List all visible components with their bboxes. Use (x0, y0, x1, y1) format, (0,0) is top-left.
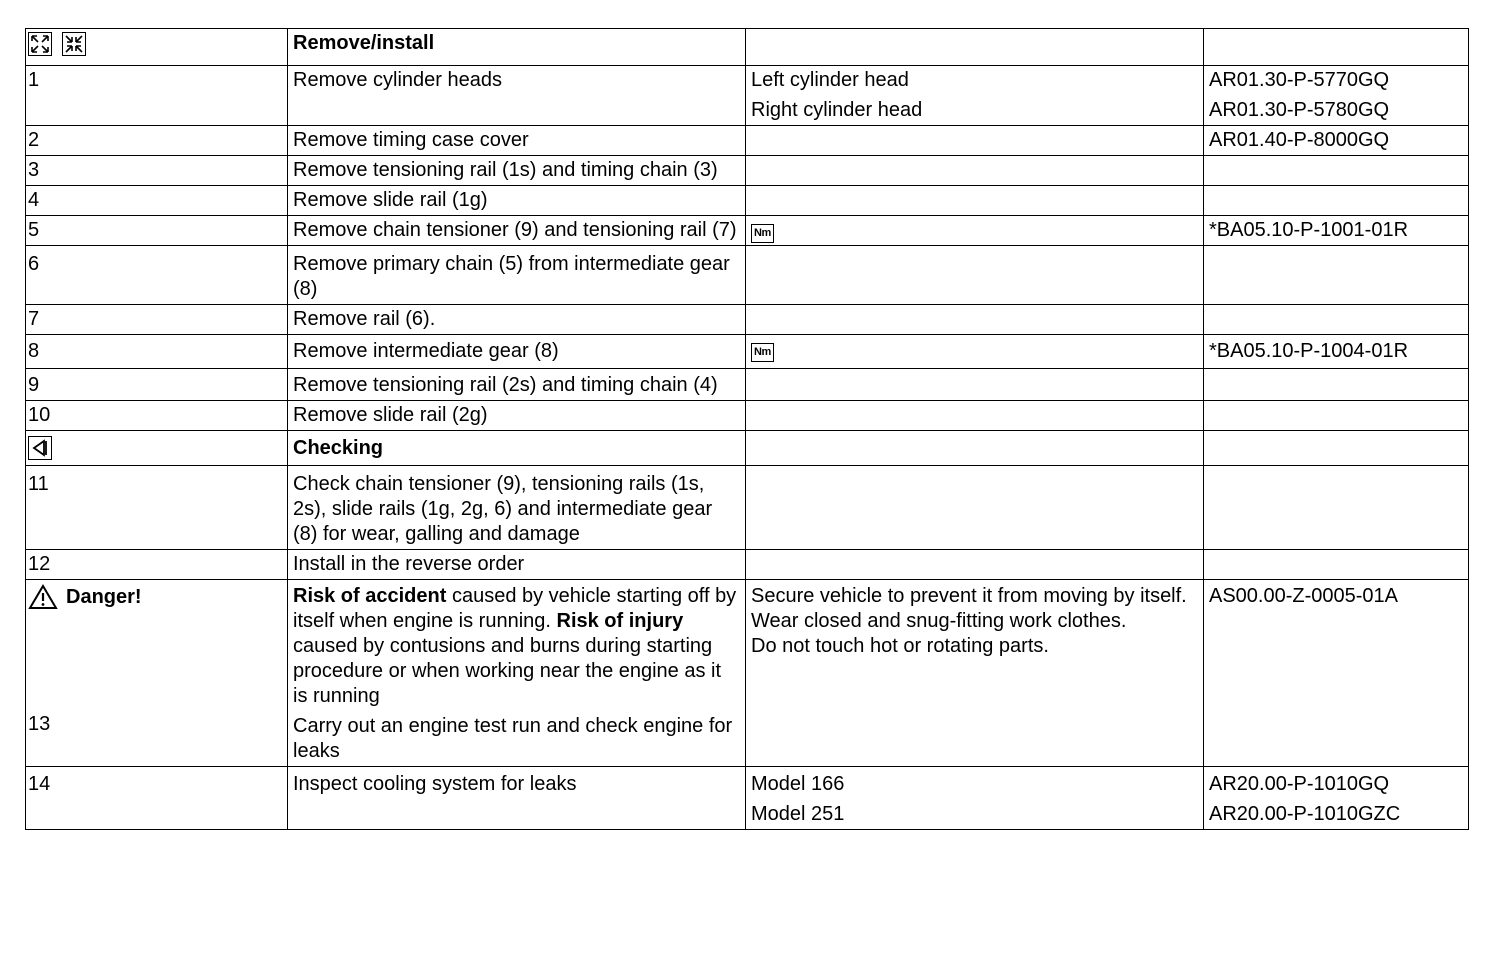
section-icons (26, 29, 288, 66)
table-row (26, 156, 1469, 186)
step-reference: AR01.30-P-5770GQ AR01.30-P-5780GQ (1204, 66, 1469, 126)
step-number: 5 (26, 216, 288, 246)
step-text: Remove slide rail (1g) (288, 186, 746, 216)
table-row (26, 369, 1469, 401)
step-number: 4 (26, 186, 288, 216)
step-text: Remove rail (6). (288, 305, 746, 335)
step-text: Remove cylinder heads (288, 66, 746, 126)
table-row (26, 466, 1469, 550)
step-text: Check chain tensioner (9), tensioning rails (1s, 2s), slide rails (1g, 2g, 6) and intermediate gear (8) for wear, galling and damage (288, 466, 746, 550)
section-title: Remove/install (288, 29, 746, 66)
table-row (26, 246, 1469, 305)
step-number: 7 (26, 305, 288, 335)
table-row (26, 126, 1469, 156)
step-number: 8 (26, 335, 288, 369)
step-text: Remove tensioning rail (1s) and timing chain (3) (288, 156, 746, 186)
step-text: Remove timing case cover (288, 126, 746, 156)
section-header-checking (26, 431, 1469, 466)
step-text: Remove primary chain (5) from intermediate gear (8) (288, 246, 746, 305)
step-text: Inspect cooling system for leaks (288, 767, 746, 830)
step-number: 6 (26, 246, 288, 305)
step-text: Install in the reverse order (288, 550, 746, 580)
step-note: Model 166 Model 251 (746, 767, 1204, 830)
step-text: Remove intermediate gear (8) (288, 335, 746, 369)
step-number: 3 (26, 156, 288, 186)
step-reference: *BA05.10-P-1004-01R (1204, 335, 1469, 369)
step-text: Remove chain tensioner (9) and tensioning rail (7) (288, 216, 746, 246)
table-row (26, 66, 1469, 126)
table-row (26, 186, 1469, 216)
procedure-table (25, 28, 1469, 830)
step-number: 2 (26, 126, 288, 156)
danger-text: Risk of accident caused by vehicle starting off by itself when engine is running. Risk of injury caused by contusions and burns during starting procedure or when working near the engine as it is running (293, 585, 737, 707)
torque-nm-icon[interactable]: Nm (751, 343, 774, 362)
arrow-left-box-icon (28, 436, 52, 460)
step-number: 13 (28, 713, 51, 735)
step-number: 12 (26, 550, 288, 580)
step-reference: AR01.40-P-8000GQ (1204, 126, 1469, 156)
step-reference: AR20.00-P-1010GQ AR20.00-P-1010GZC (1204, 767, 1469, 830)
step-reference: *BA05.10-P-1001-01R (1204, 216, 1469, 246)
section-title: Checking (288, 431, 746, 466)
step-reference: AS00.00-Z-0005-01A (1204, 580, 1469, 767)
step-number: 10 (26, 401, 288, 431)
warning-triangle-icon (28, 584, 58, 610)
table-row (26, 216, 1469, 246)
danger-label: Danger! (28, 584, 142, 610)
table-row-danger (26, 580, 1469, 767)
table-row (26, 550, 1469, 580)
step-number: 1 (26, 66, 288, 126)
table-row (26, 401, 1469, 431)
step-number: 11 (26, 466, 288, 550)
step-note: Secure vehicle to prevent it from moving by itself. Wear closed and snug-fitting work clothes. Do not touch hot or rotating parts. (746, 580, 1204, 767)
step-text: Remove tensioning rail (2s) and timing chain (4) (288, 369, 746, 401)
section-header-remove-install (26, 29, 1469, 66)
step-text: Carry out an engine test run and check engine for leaks (293, 715, 733, 762)
step-number: 9 (26, 369, 288, 401)
torque-nm-icon[interactable]: Nm (751, 224, 774, 243)
table-row (26, 305, 1469, 335)
compress-arrows-icon (62, 32, 86, 56)
table-row (26, 767, 1469, 830)
step-text: Remove slide rail (2g) (288, 401, 746, 431)
step-number: 14 (26, 767, 288, 830)
expand-arrows-icon (28, 32, 52, 56)
table-row (26, 335, 1469, 369)
step-note: Left cylinder head Right cylinder head (746, 66, 1204, 126)
